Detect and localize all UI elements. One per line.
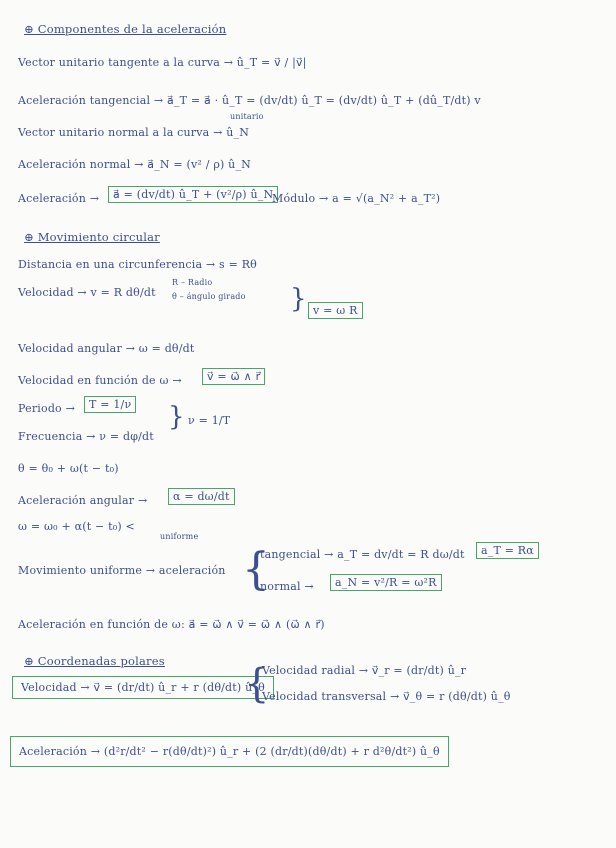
acceleration-formula: a⃗ = (dv/dt) û_T + (v²/ρ) û_N [108, 186, 278, 203]
velocity-cross-formula: v⃗ = ω⃗ ∧ r⃗ [202, 368, 265, 385]
frequency-relation: ν = 1/T [188, 414, 231, 427]
velocity-box [308, 302, 363, 319]
omega-time-line: ω = ω₀ + α(t − t₀) < [18, 520, 135, 533]
brace-glyph: } [168, 402, 185, 432]
velocity-omega-formula: v = ω R [308, 302, 363, 319]
polar-acceleration-box [10, 736, 449, 767]
radial-velocity-line: Velocidad radial → v⃗_r = (dr/dt) û_r [262, 664, 467, 677]
section-title-acceleration-components: ⊕ Componentes de la aceleración [24, 22, 227, 36]
uniforme-label: uniforme [160, 532, 199, 541]
angular-velocity-line: Velocidad angular → ω = dθ/dt [18, 342, 195, 355]
velocity-cross-box [202, 368, 265, 385]
brace-glyph: { [244, 661, 270, 707]
section-title-circular-motion: ⊕ Movimiento circular [24, 230, 160, 244]
angular-acceleration-formula: α = dω/dt [168, 488, 235, 505]
tangential-formula: a_T = Rα [476, 542, 539, 559]
normal-formula: a_N = v²/R = ω²R [330, 574, 442, 591]
period-label: Periodo → [18, 402, 75, 415]
normal-box [330, 574, 442, 591]
polar-velocity-box [12, 676, 274, 699]
tangent-unit-vector-line: Vector unitario tangente a la curva → û_T = v⃗ / |v⃗| [18, 56, 307, 69]
acceleration-omega-line: Aceleración en función de ω: a⃗ = ω⃗ ∧ v⃗ = ω⃗ ∧ (ω⃗ ∧ r⃗) [18, 618, 325, 631]
radius-note: R – Radio [172, 278, 213, 287]
period-formula: T = 1/ν [84, 396, 136, 413]
angular-acceleration-box [168, 488, 235, 505]
tangential-component-line: tangencial → a_T = dv/dt = R dω/dt [260, 548, 465, 561]
normal-acceleration-line: Aceleración normal → a⃗_N = (v² / ρ) û_N [18, 158, 251, 171]
transversal-velocity-line: Velocidad transversal → v⃗_θ = r (dθ/dt) û_θ [262, 690, 511, 703]
angle-time-line: θ = θ₀ + ω(t − t₀) [18, 462, 119, 475]
normal-component-label: normal → [260, 580, 314, 593]
uniform-motion-line: Movimiento uniforme → aceleración [18, 564, 226, 577]
unitario-label: unitario [230, 112, 264, 121]
velocity-line: Velocidad → v = R dθ/dt [18, 286, 156, 299]
brace-glyph: } [290, 284, 307, 314]
acceleration-box [108, 186, 278, 203]
circumference-distance-line: Distancia en una circunferencia → s = Rθ [18, 258, 257, 271]
polar-velocity-formula: Velocidad → v⃗ = (dr/dt) û_r + r (dθ/dt) û_θ [12, 676, 274, 699]
acceleration-label: Aceleración → [18, 192, 100, 205]
velocity-omega-label: Velocidad en función de ω → [18, 374, 182, 387]
angle-note: θ – ángulo girado [172, 292, 246, 301]
section-title-polar: ⊕ Coordenadas polares [24, 654, 165, 668]
modulus-line: Módulo → a = √(a_N² + a_T²) [272, 192, 441, 205]
tangential-box [476, 542, 539, 559]
tangential-acceleration-line: Aceleración tangencial → a⃗_T = a⃗ · û_T = (dv/dt) û_T = (dv/dt) û_T + (dû_T/dt) v [18, 94, 481, 107]
normal-unit-vector-line: Vector unitario normal a la curva → û_N [18, 126, 250, 139]
angular-acceleration-label: Aceleración angular → [18, 494, 148, 507]
brace-glyph: { [242, 544, 270, 595]
frequency-line: Frecuencia → ν = dφ/dt [18, 430, 154, 443]
period-box [84, 396, 136, 413]
polar-acceleration-formula: Aceleración → (d²r/dt² − r(dθ/dt)²) û_r + (2 (dr/dt)(dθ/dt) + r d²θ/dt²) û_θ [10, 736, 449, 767]
